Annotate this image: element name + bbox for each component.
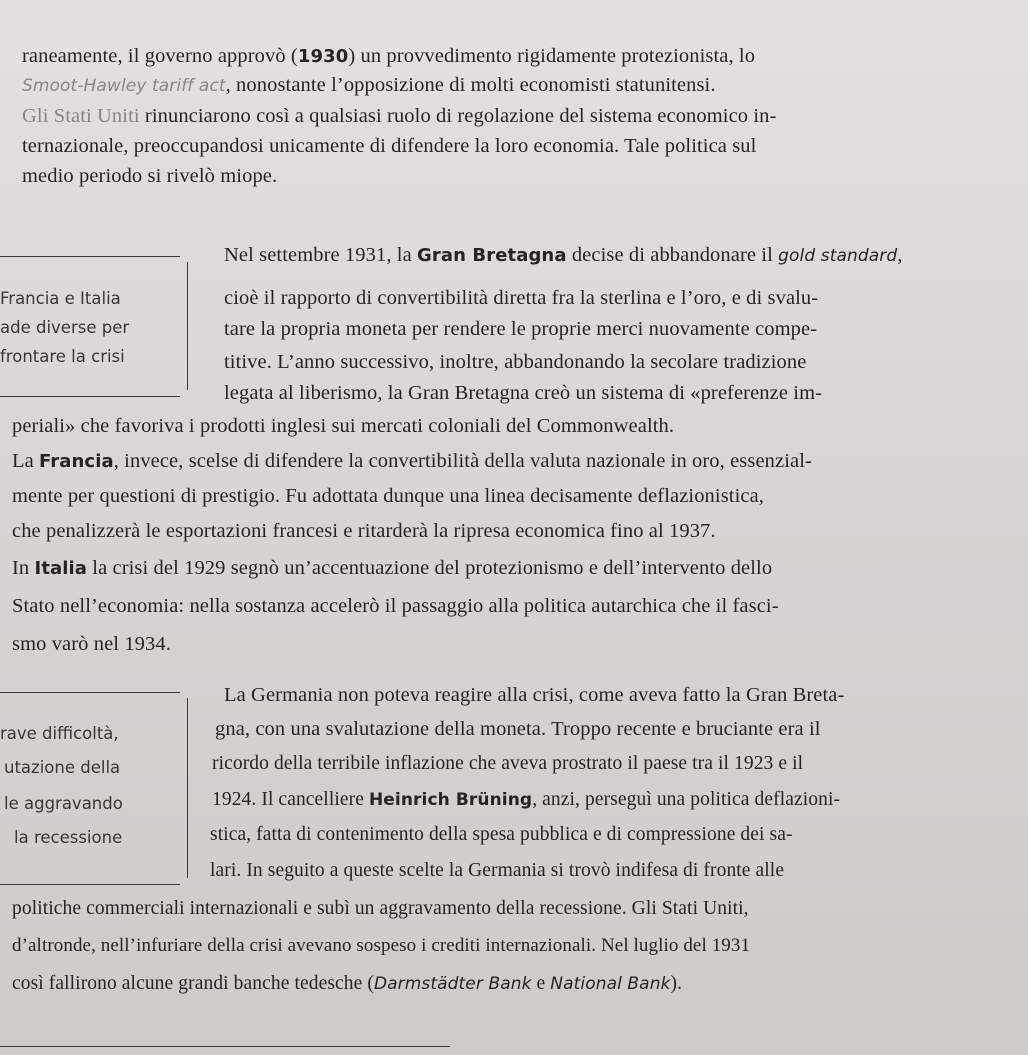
sidenote-1-line-3: frontare la crisi	[0, 347, 125, 366]
sidenote-2-top-border	[0, 692, 180, 693]
p5-line-8: d’altronde, nell’infuriare della crisi avevano sospeso i crediti internazionali. Nel luglio del 1931	[12, 935, 751, 956]
gran-bretagna-term: Gran Bretagna	[417, 245, 567, 266]
p3-line-1: La Francia, invece, scelse di difendere la convertibilità della valuta nazionale in oro, essenzial-	[12, 450, 812, 472]
sidenote-1-top-border	[0, 256, 180, 257]
p5-line-2: gna, con una svalutazione della moneta. Troppo recente e bruciante era il	[215, 718, 821, 740]
p5-line-1: La Germania non poteva reagire alla crisi, come aveva fatto la Gran Breta-	[224, 684, 845, 706]
p2-line-4: titive. L’anno successivo, inoltre, abbandonando la secolare tradizione	[224, 351, 807, 373]
tariff-act-term: Smoot-Hawley tariff act	[22, 76, 226, 96]
gold-standard-term: gold standard	[778, 246, 898, 266]
p5-line-7: politiche commerciali internazionali e subì un aggravamento della recessione. Gli Stati Uniti,	[12, 898, 749, 919]
p1-line-5: medio periodo si rivelò miope.	[22, 165, 278, 187]
p2-line-2: cioè il rapporto di convertibilità diretta fra la sterlina e l’oro, e di svalu-	[224, 287, 819, 309]
bottom-rule	[0, 1046, 450, 1047]
p3-line-3: che penalizzerà le esportazioni francesi e ritarderà la ripresa economica fino al 1937.	[12, 520, 716, 542]
p2-line-6: periali» che favoriva i prodotti inglesi sui mercati coloniali del Commonwealth.	[12, 415, 675, 437]
p1-line-2: Smoot-Hawley tariff act, nonostante l’opposizione di molti economisti statunitensi.	[22, 74, 716, 96]
sidenote-2-bottom-border	[0, 884, 180, 885]
p5-line-6: lari. In seguito a queste scelte la Germania si trovò indifesa di fronte alle	[210, 860, 785, 881]
p1-line-4: ternazionale, preoccupandosi unicamente di difendere la loro economia. Tale politica sul	[22, 135, 757, 157]
p4-line-1: In Italia la crisi del 1929 segnò un’accentuazione del protezionismo e dell’intervento dello	[12, 557, 773, 579]
sidenote-1-right-border	[187, 262, 188, 390]
italia-term: Italia	[34, 558, 88, 579]
national-bank-term: National Bank	[550, 974, 671, 994]
sidenote-1-line-2: ade diverse per	[0, 318, 130, 337]
p2-line-5: legata al liberismo, la Gran Bretagna creò un sistema di «preferenze im-	[224, 382, 823, 404]
sidenote-1-line-1: Francia e Italia	[0, 289, 121, 308]
p5-line-3: ricordo della terribile inflazione che aveva prostrato il paese tra il 1923 e il	[212, 753, 804, 774]
p4-line-2: Stato nell’economia: nella sostanza accelerò il passaggio alla politica autarchica che il fasci-	[12, 595, 779, 617]
p1-line-1: raneamente, il governo approvò (1930) un provvedimento rigidamente protezionista, lo	[22, 45, 756, 67]
p5-line-4: 1924. Il cancelliere Heinrich Brüning, anzi, perseguì una politica deflazioni-	[212, 789, 841, 810]
francia-term: Francia	[39, 451, 114, 472]
sidenote-2-line-4: la recessione	[14, 828, 123, 847]
p1-line-3: Gli Stati Uniti rinunciarono così a qualsiasi ruolo di regolazione del sistema economico in-	[22, 105, 777, 127]
sidenote-2-line-3: le aggravando	[4, 794, 123, 813]
p2-line-1: Nel settembre 1931, la Gran Bretagna decise di abbandonare il gold standard,	[224, 244, 903, 266]
sidenote-2-line-1: rave difficoltà,	[0, 724, 119, 743]
sidenote-1-bottom-border	[0, 396, 180, 397]
p5-line-9: così fallirono alcune grandi banche tedesche (Darmstädter Bank e National Bank).	[12, 973, 683, 994]
p4-line-3: smo varò nel 1934.	[12, 633, 171, 655]
year-1930: 1930	[297, 46, 349, 67]
p5-line-5: stica, fatta di contenimento della spesa pubblica e di compressione dei sa-	[210, 824, 793, 845]
bruning-term: Heinrich Brüning	[368, 790, 533, 810]
p2-line-3: tare la propria moneta per rendere le proprie merci nuovamente compe-	[224, 318, 818, 340]
sidenote-2-right-border	[187, 698, 188, 878]
p3-line-2: mente per questioni di prestigio. Fu adottata dunque una linea decisamente deflazionistica,	[12, 485, 764, 507]
darmstadter-bank-term: Darmstädter Bank	[373, 974, 532, 994]
sidenote-2-line-2: utazione della	[4, 758, 121, 777]
